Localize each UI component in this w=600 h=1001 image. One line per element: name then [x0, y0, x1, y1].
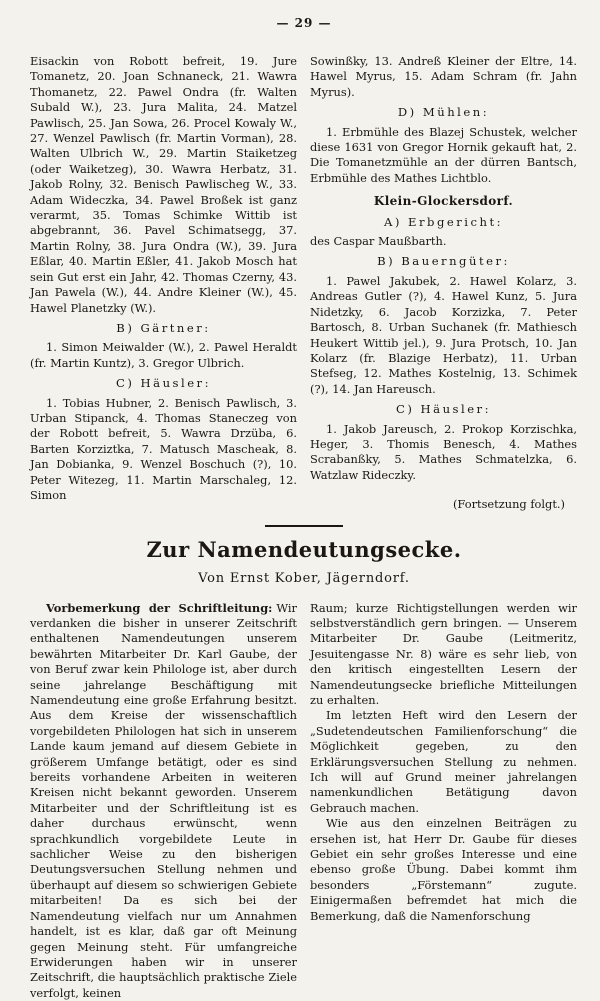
article-paragraph-1: Raum; kurze Richtigstellungen werden wir selbstverständlich gern bringen. — Unserem Mitarbeiter Dr. Gaube (Leitmeritz, Jesuitengasse Nr. 8) wäre es sehr lieb, von den kritisch eingestellten Lesern der Namendeutungsecke briefliche Mitteilungen zu erhalten. — [310, 600, 577, 707]
upper-section — [30, 54, 578, 513]
haeusler-header-left: C) Häusler: — [115, 376, 212, 391]
article-paragraph-3: Wie aus den einzelnen Beiträgen zu ersehen ist, hat Herr Dr. Gaube für dieses Gebiet ein sehr großes Interesse und eine ebenso große Übung. Dabei kommt ihm besonders „Förstemann“ zugute. Einigermaßen befremdet hat mich die Bemerkung, daß die Namenforschung — [310, 816, 577, 923]
gaertner-list: 1. Simon Meiwalder (W.), 2. Pawel Heraldt (fr. Martin Kuntz), 3. Gregor Ulbrich. — [30, 340, 297, 370]
editorial-note-text: Wir verdanken die bisher in unserer Zeitschrift enthaltenen Namendeutungen unserem bewährten Mitarbeiter Dr. Karl Gaube, der von Beruf zwar kein Philologe ist, aber durch seine jahrelange Beschäftigung mit Namendeutung eine große Erfahrung besitzt. Aus dem Kreise der wissenschaftlich vorgebildeten Philologen hat sich in unserem Lande kaum jemand auf diesem Gebiete in größerem Umfange betätigt, oder es sind bereits vorhandene Arbeiten in weiteren Kreisen nicht bekannt geworden. Unserem Mitarbeiter und der Schriftleitung ist es daher durchaus erwünscht, wenn sprachkundlich vorgebildete Leute in sachlicher Weise zu den bisherigen Deutungsversuchen Stellung nehmen und überhaupt auf diesem so schwierigen Gebiete mitarbeiten! Da es sich bei der Namendeutung vielfach nur um Annahmen handelt, ist es klar, daß gar oft Meinung gegen Meinung steht. Für umfangreiche Erwiderungen haben wir in unserer Zeitschrift, die hauptsächlich praktische Ziele verfolgt, keinen — [30, 600, 297, 1000]
article-columns — [30, 601, 578, 1001]
bauern-list-continued: Eisackin von Robott befreit, 19. Jure Tomanetz, 20. Joan Schnaneck, 21. Wawra Thomanetz, 22. Pawel Ondra (fr. Walten Subald W.), 23. Jura Malita, 24. Matzel Pawlisch, 25. Jan Sowa, 26. Procel Kowaly W., 27. Wenzel Pawlisch (fr. Martin Vorman), 28. Walten Ulbrich W., 29. Martin Staiketzeg (oder Waiketzeg), 30. Wawra Herbatz, 31. Jakob Rolny, 32. Benisch Pawlischeg W., 33. Adam Wideczka, 34. Pawel Broßek ist ganz verarmt, 35. Tomas Schimke Wittib ist abgebrannt, 36. Pavel Schimatsegg, 37. Martin Rolny, 38. Jura Ondra (W.), 39. Jura Eßlar, 40. Martin Eßler, 41. Jakob Mosch hat sein Gut erst ein Jahr, 42. Thomas Czerny, 43. Jan Pawela (W.), 44. Andre Kleiner (W.), 45. Hawel Planetzky (W.). — [30, 54, 297, 315]
article-section — [30, 537, 578, 1001]
haeusler-list-left: 1. Tobias Hubner, 2. Benisch Pawlisch, 3. Urban Stipanck, 4. Thomas Staneczeg von der Robott befreit, 5. Wawra Drzüba, 6. Barten Korziztka, 7. Matusch Mascheak, 8. Jan Dobianka, 9. Wenzel Boschuch (?), 10. Peter Witezeg, 11. Martin Marschaleg, 12. Simon — [30, 395, 297, 502]
article-byline: Von Ernst Kober, Jägerndorf. — [198, 570, 410, 586]
haeusler-list-right: 1. Jakob Jareusch, 2. Prokop Korzischka, Heger, 3. Thomis Benesch, 4. Mathes Scrabanßky, 5. Mathes Schmatelzka, 6. Watzlaw Rideczky. — [310, 421, 577, 482]
erbgericht-text: des Caspar Maußbarth. — [310, 234, 447, 249]
editorial-note — [30, 601, 297, 1001]
article-left-column — [30, 601, 297, 1001]
erbgericht-header: A) Erbgericht: — [383, 214, 504, 229]
muehlen-list: 1. Erbmühle des Blazej Schustek, welcher diese 1631 von Gregor Hornik gekauft hat, 2. Die Tomanetzmühle an der dürren Bantsch, Erbmühle des Mathes Lichtblo. — [310, 124, 577, 185]
section-divider — [265, 525, 343, 527]
bauernguter-list: 1. Pawel Jakubek, 2. Hawel Kolarz, 3. Andreas Gutler (?), 4. Hawel Kunz, 5. Jura Nidetzky, 6. Jacob Korzizka, 7. Peter Bartosch, 8. Urban Suchanek (fr. Mathiesch Heukert Wittib jel.), 9. Jura Protsch, 10. Jan Kolarz (fr. Blazige Herbatz), 11. Urban Stefseg, 12. Mathes Kostelnig, 13. Schimek (?), 14. Jan Hareusch. — [310, 273, 577, 396]
article-right-column — [310, 601, 577, 1001]
editorial-note-label: Vorbemerkung der Schriftleitung: — [46, 600, 273, 615]
article-title: Zur Namendeutungsecke. — [146, 536, 462, 562]
muehlen-header: D) Mühlen: — [397, 105, 490, 120]
upper-right-column — [310, 54, 577, 513]
bauernguter-header: B) Bauerngüter: — [377, 254, 510, 269]
upper-left-column — [30, 54, 297, 513]
page-number: — 29 — — [276, 16, 332, 30]
haeusler-header-right: C) Häusler: — [395, 402, 492, 417]
gaertner-header: B) Gärtner: — [116, 320, 211, 335]
continuation-note: (Fortsetzung folgt.) — [452, 497, 565, 512]
haeusler-list-continued: Sowinßky, 13. Andreß Kleiner der Eltre, 14. Hawel Myrus, 15. Adam Schram (fr. Jahn Myrus). — [310, 54, 577, 99]
village-header: Klein-Glockersdorf. — [373, 194, 514, 209]
article-paragraph-2: Im letzten Heft wird den Lesern der „Sudetendeutschen Familienforschung“ die Möglichkeit gegeben, zu den Erklärungsversuchen Stellung zu nehmen. Ich will auf Grund meiner jahrelangen namenkundlichen Betätigung davon Gebrauch machen. — [310, 708, 577, 815]
